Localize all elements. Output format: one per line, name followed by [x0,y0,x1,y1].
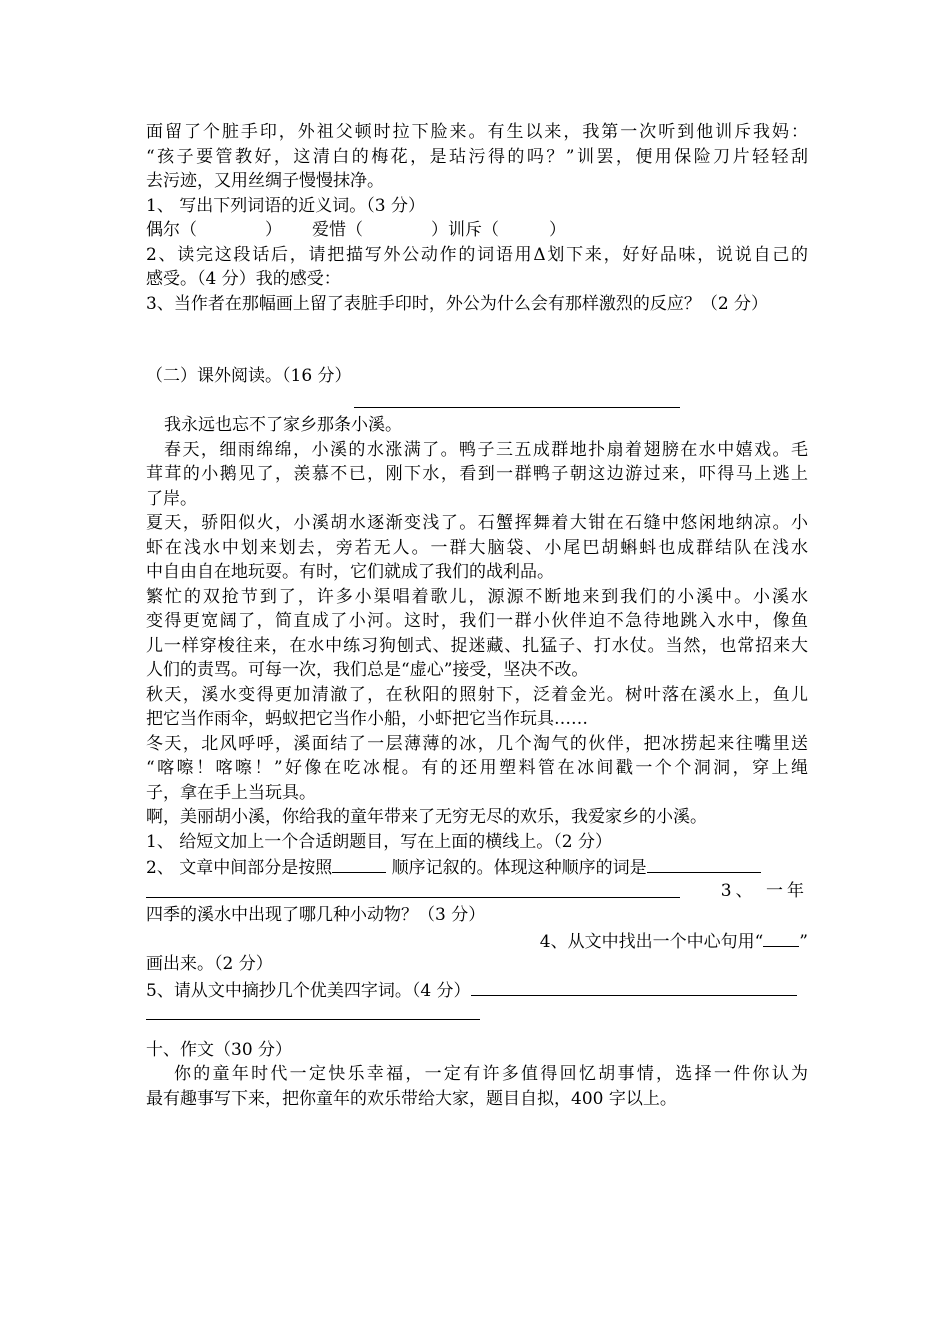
passage-line: 中自由自在地玩耍。有时，它们就成了我们的战利品。 [146,562,554,582]
passage-line: 了岸。 [146,488,197,509]
passage-line: 秋天，溪水变得更加清澈了，在秋阳的照射下，泛着金光。树叶落在溪水上，鱼儿 [146,684,808,705]
question-5: 5、请从文中摘抄几个优美四字词。（4 分） [146,977,808,1002]
answer-blank[interactable] [647,854,761,873]
title-underline [354,407,680,408]
passage-line: 繁忙的双抢节到了，许多小渠唱着歌儿，源源不断地来到我们的小溪中。小溪水 [146,586,808,607]
passage-line: 儿一样穿梭往来，在水中练习狗刨式、捉迷藏、扎猛子、打水仗。当然，也常招来大 [146,635,808,656]
passage-line: 啊，美丽胡小溪，你给我的童年带来了无穷无尽的欢乐，我爱家乡的小溪。 [146,807,707,827]
passage-line: 冬天，北风呼呼，溪面结了一层薄薄的冰，几个淘气的伙伴，把冰捞起来往嘴里送 [146,733,808,754]
question-1: 1、 给短文加上一个合适朗题目，写在上面的横线上。（2 分） [146,831,612,852]
answer-line [146,879,808,904]
word-aixi: 爱惜（ [312,220,363,240]
question-3: 3、当作者在那幅画上留了表脏手印时，外公为什么会有那样激烈的反应？（2 分） [146,293,769,314]
section-heading: （二）课外阅读。（16 分） [146,366,352,386]
exam-page [146,120,808,1111]
title-blank[interactable] [146,389,808,414]
word-xunchi: ）训斥（ [431,220,499,240]
passage-line: 人们的责骂。可每一次，我们总是“虚心”接受，坚决不改。 [146,660,589,680]
synonym-blanks: 偶尔（ ） 爱惜（ ）训斥（ ） [146,220,566,240]
passage-line: 子，拿在手上当玩具。 [146,782,316,803]
passage-line: 春天，细雨绵绵，小溪的水涨满了。鸭子三五成群地扑扇着翅膀在水中嬉戏。毛 [164,439,808,460]
question-4: 4、从文中找出一个中心句用“ ” [146,928,808,953]
passage-line: 变得更宽阔了，简直成了小河。这时，我们一群小伙伴迫不急待地跳入水中，像鱼 [146,611,808,631]
question-2: 2、读完这段话后，请把描写外公动作的词语用Δ划下来，好好品味，说说自己的 [146,244,808,265]
passage-line: “孩子要管教好，这清白的梅花，是玷污得的吗？”训罢，便用保险刀片轻轻刮 [146,146,808,167]
passage-line: 去污迹，又用丝绸子慢慢抹净。 [146,171,384,191]
composition-prompt: 最有趣事写下来，把你童年的欢乐带给大家，题目自拟，400 字以上。 [146,1088,677,1109]
passage-line: “喀嚓！喀嚓！”好像在吃冰棍。有的还用塑料管在冰间戳一个个洞洞，穿上绳 [146,758,808,778]
question-3-start: 3、 一年 [720,880,808,901]
answer-blank[interactable] [146,879,680,898]
passage-line: 把它当作雨伞，蚂蚁把它当作小船，小虾把它当作玩具…… [146,709,588,729]
passage-line: 虾在浅水中划来划去，旁若无人。一群大脑袋、小尾巴胡蝌蚪也成群结队在浅水 [146,537,808,558]
passage [146,413,808,830]
answer-line [146,1001,808,1026]
composition-prompt: 你的童年时代一定快乐幸福，一定有许多值得回忆胡事情，选择一件你认为 [174,1064,808,1084]
passage-line: 我永远也忘不了家乡那条小溪。 [164,415,402,435]
question-2: 2、 文章中间部分是按照 顺序记叙的。体现这种顺序的词是 [146,854,808,879]
question-3: 四季的溪水中出现了哪几种小动物？（3 分） [146,905,486,925]
answer-blank[interactable] [471,977,797,996]
word-ouer: 偶尔（ [146,220,197,240]
answer-blank[interactable] [763,928,799,947]
passage-line: 夏天，骄阳似火，小溪胡水逐渐变浅了。石蟹挥舞着大钳在石缝中悠闲地纳凉。小 [146,513,808,533]
answer-blank[interactable] [332,854,386,873]
passage-line: 茸茸的小鹅见了，羡慕不已，刚下水，看到一群鸭子朝这边游过来，吓得马上逃上 [146,464,808,484]
question-2-cont: 感受。（4 分）我的感受： [146,269,341,289]
passage-line: 面留了个脏手印，外祖父顿时拉下脸来。有生以来，我第一次听到他训斥我妈： [146,122,808,142]
section-heading: 十、作文（30 分） [146,1039,293,1060]
question-4-cont: 画出来。（2 分） [146,954,273,974]
question-1: 1、 写出下列词语的近义词。（3 分） [146,195,425,216]
answer-blank[interactable] [146,1001,480,1020]
